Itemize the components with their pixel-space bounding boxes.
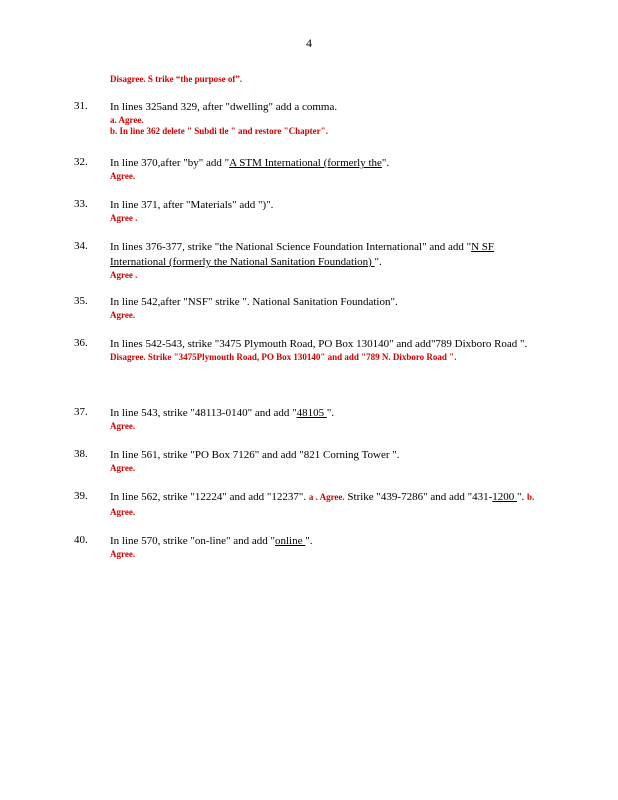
item-instruction: In lines 376-377, strike "the National Science Foundation International" and add " (110, 241, 472, 253)
item-number: 35. (74, 295, 88, 307)
item-response: Agree. (110, 171, 136, 181)
item-response: Agree. (110, 463, 136, 473)
item-response: b. In line 362 delete " Subdi tle " and restore "Chapter". (110, 126, 328, 136)
item-number: 33. (74, 198, 88, 210)
item-text (110, 490, 540, 520)
inserted-text: A STM International (formerly the (229, 157, 382, 169)
inserted-text: online (275, 535, 306, 547)
item-text (110, 448, 540, 474)
item-text (110, 295, 540, 321)
item-text (110, 337, 540, 363)
item-response: Agree . (110, 213, 138, 223)
item-text (110, 240, 540, 281)
item-response-inline: a . Agree. (308, 492, 345, 502)
item-response: Disagree. Strike "3475Plymouth Road, PO Box 130140" and add "789 N. Dixboro Road ". (110, 352, 457, 362)
item-number: 36. (74, 337, 88, 349)
item-instruction: In line 542,after "NSF" strike ". National Sanitation Foundation". (110, 296, 398, 308)
item-instruction-end: ". (305, 535, 313, 547)
inserted-text: 1200 (492, 491, 517, 503)
item-instruction: In line 561, strike "PO Box 7126" and add "821 Corning Tower ". (110, 449, 400, 461)
inserted-text: N SF International (formerly the National Sanitation Foundation) (110, 241, 495, 268)
intro-response: Disagree. S trike “the purpose of”. (110, 74, 243, 84)
item-text (110, 406, 540, 432)
inserted-text: 48105 (296, 407, 327, 419)
item-response-inline: b. Agree. (110, 492, 535, 517)
item-number: 34. (74, 240, 88, 252)
item-instruction: In lines 325and 329, after "dwelling" add a comma. (110, 101, 338, 113)
item-number: 31. (74, 100, 88, 112)
item-instruction-end: ". (326, 407, 335, 419)
item-response: a. Agree. (110, 115, 144, 125)
item-number: 38. (74, 448, 88, 460)
item-text (110, 156, 540, 182)
item-text (110, 534, 540, 560)
item-instruction: In lines 542-543, strike "3475 Plymouth Road, PO Box 130140" and add"789 Dixboro Road ". (110, 338, 528, 350)
item-response: Agree. (110, 310, 136, 320)
item-number: 40. (74, 534, 88, 546)
item-text (110, 198, 540, 224)
page-number: 4 (306, 36, 312, 50)
item-number: 37. (74, 406, 88, 418)
item-response: Agree . (110, 270, 138, 280)
item-response: Agree. (110, 421, 136, 431)
item-instruction: In line 570, strike "on-line" and add " (110, 535, 275, 547)
item-instruction-continued: Strike "439-7286" and add "431- (347, 491, 493, 503)
item-instruction-end: ". (517, 491, 525, 503)
item-instruction: In line 370,after "by" add " (110, 157, 230, 169)
item-instruction-end: ". (381, 157, 390, 169)
item-instruction-end: ". (374, 256, 382, 268)
item-instruction: In line 543, strike "48113-0140" and add " (110, 407, 297, 419)
item-instruction: In line 371, after "Materials" add ")". (110, 199, 274, 211)
item-number: 32. (74, 156, 88, 168)
item-text (110, 100, 540, 137)
item-response: Agree. (110, 549, 136, 559)
item-instruction: In line 562, strike "12224" and add "12237". (110, 491, 307, 503)
item-number: 39. (74, 490, 88, 502)
